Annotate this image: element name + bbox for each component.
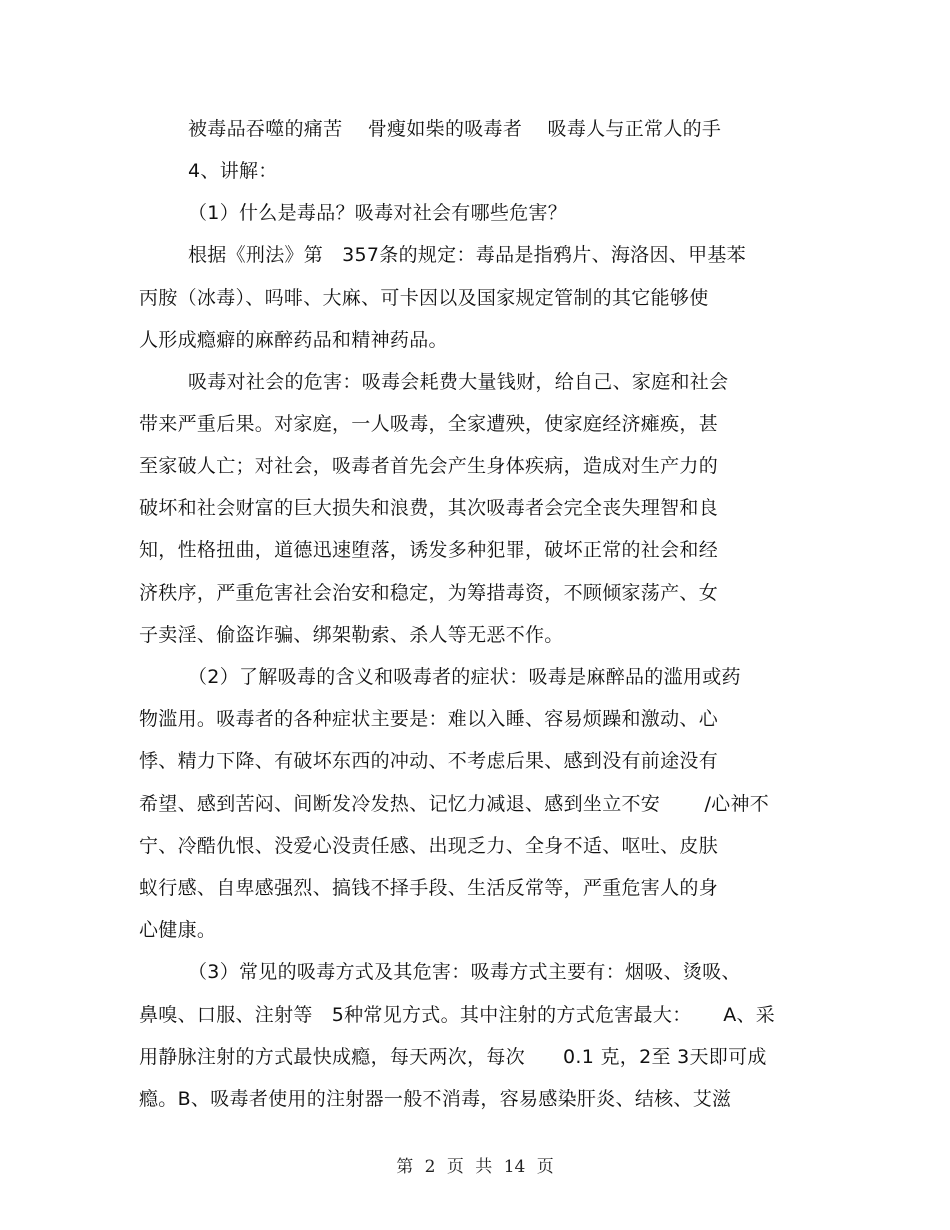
page-number-footer: 第 2 页 共 14 页 <box>396 1157 554 1177</box>
paragraph-line: （3）常见的吸毒方式及其危害：吸毒方式主要有：烟吸、烫吸、 <box>188 961 741 983</box>
paragraph-line: 破坏和社会财富的巨大损失和浪费，其次吸毒者会完全丧失理智和良 <box>139 497 719 519</box>
paragraph-line: 物滥用。吸毒者的各种症状主要是：难以入睡、容易烦躁和激动、心 <box>139 708 719 730</box>
paragraph-line: 心健康。 <box>139 919 217 941</box>
paragraph-line: 人形成瘾癖的麻醉药品和精神药品。 <box>139 329 448 351</box>
subheading-what-is-drug: （1）什么是毒品？吸毒对社会有哪些危害？ <box>188 202 568 224</box>
paragraph-line: 希望、感到苦闷、间断发冷发热、记忆力减退、感到坐立不安 /心神不 <box>139 793 770 815</box>
paragraph-line: 丙胺（冰毒）、吗啡、大麻、可卡因以及国家规定管制的其它能够使 <box>139 287 709 309</box>
paragraph-line: 悸、精力下降、有破坏东西的冲动、不考虑后果、感到没有前途没有 <box>139 750 719 772</box>
paragraph-line: 宁、冷酷仇恨、没爱心没责任感、出现乏力、全身不适、呕吐、皮肤 <box>139 835 719 857</box>
paragraph-line: 知，性格扭曲，道德迅速堕落，诱发多种犯罪，破坏正常的社会和经 <box>139 539 719 561</box>
paragraph-line: 吸毒对社会的危害：吸毒会耗费大量钱财，给自己、家庭和社会 <box>188 371 729 393</box>
paragraph-line: 济秩序，严重危害社会治安和稳定，为筹措毒资，不顾倾家荡产、女 <box>139 582 719 604</box>
section-heading-explanation: 4、讲解： <box>188 160 278 182</box>
paragraph-line: 瘾。B、吸毒者使用的注射器一般不消毒，容易感染肝炎、结核、艾滋 <box>139 1088 732 1110</box>
paragraph-line: 鼻嗅、口服、注射等 5种常见方式。其中注射的方式危害最大： A、采 <box>139 1004 776 1026</box>
paragraph-line: 带来严重后果。对家庭，一人吸毒，全家遭殃，使家庭经济瘫痪，甚 <box>139 413 719 435</box>
paragraph-line: 用静脉注射的方式最快成瘾，每天两次，每次 0.1 克，2至 3天即可成 <box>139 1046 767 1068</box>
paragraph-line: 根据《刑法》第 357条的规定：毒品是指鸦片、海洛因、甲基苯 <box>188 244 746 266</box>
image-captions-line: 被毒品吞噬的痛苦 骨瘦如柴的吸毒者 吸毒人与正常人的手 <box>188 118 722 140</box>
paragraph-line: （2）了解吸毒的含义和吸毒者的症状：吸毒是麻醉品的滥用或药 <box>188 666 741 688</box>
paragraph-line: 子卖淫、偷盗诈骗、绑架勒索、杀人等无恶不作。 <box>139 624 564 646</box>
paragraph-line: 蚁行感、自卑感强烈、搞钱不择手段、生活反常等，严重危害人的身 <box>139 877 719 899</box>
paragraph-line: 至家破人亡；对社会，吸毒者首先会产生身体疾病，造成对生产力的 <box>139 455 719 477</box>
